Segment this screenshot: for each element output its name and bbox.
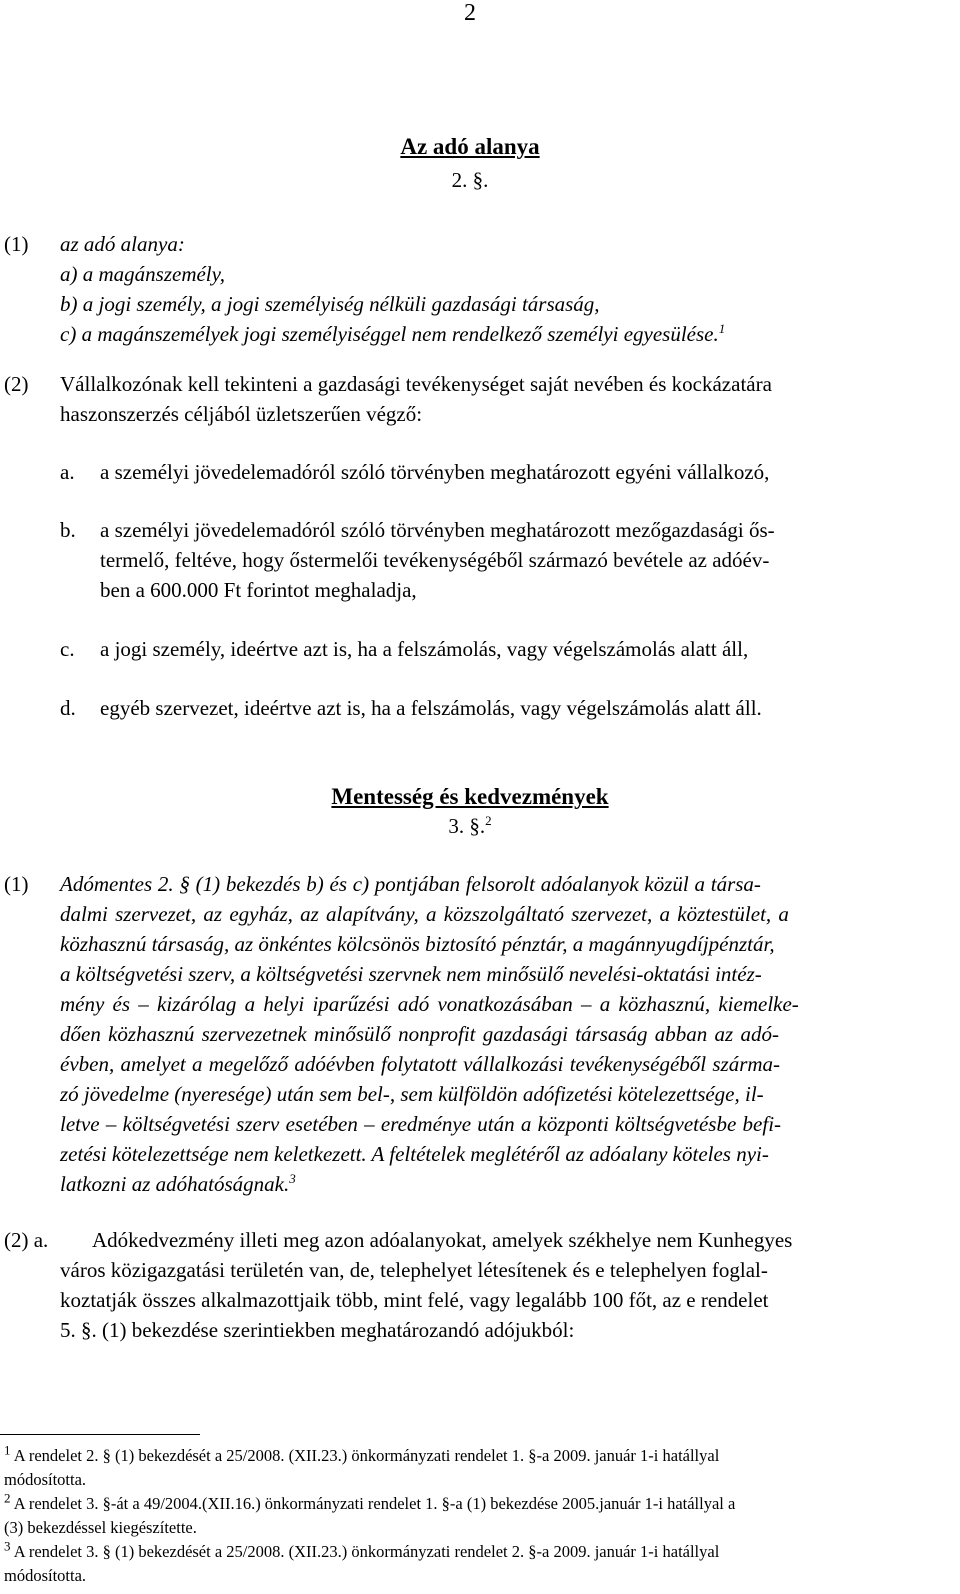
- section-number: [0, 814, 940, 839]
- list-item-label: c.: [60, 637, 75, 661]
- section-number-text: 3. §.: [448, 814, 486, 838]
- paragraph-line: 5. §. (1) bekezdése szerintiekben meghatározandó adójukból:: [60, 1318, 575, 1342]
- paragraph-line: haszonszerzés céljából üzletszerűen végző:: [60, 402, 423, 426]
- paragraph-line-text: c) a magánszemélyek jogi személyiséggel nem rendelkező személyi egyesülése.: [60, 322, 719, 346]
- paragraph-line: közhasznú társaság, az önkéntes kölcsönös biztosító pénztár, a magánnyugdíjpénztár,: [60, 932, 775, 956]
- paragraph-line: évben, amelyet a megelőző adóévben folytatott vállalkozási tevékenységéből szárma-: [60, 1052, 781, 1076]
- section-title-az-ado-alanya: [0, 134, 940, 160]
- paragraph-line: a költségvetési szerv, a költségvetési szervnek nem minősülő nevelési-oktatási intéz-: [60, 962, 762, 986]
- paragraph-line: koztatják összes alkalmazottjaik több, mint felé, vagy legalább 100 főt, az e rendelet: [60, 1288, 769, 1312]
- footnote-text: A rendelet 3. § (1) bekezdését a 25/2008. (XII.23.) önkormányzati rendelet 2. §-a 2009. január 1-i hatállyal: [13, 1542, 720, 1561]
- list-item-text: a személyi jövedelemadóról szóló törvényben meghatározott egyéni vállalkozó,: [100, 460, 770, 484]
- footnote-text: A rendelet 2. § (1) bekezdését a 25/2008. (XII.23.) önkormányzati rendelet 1. §-a 2009. január 1-i hatállyal: [13, 1446, 720, 1465]
- section-number: 2. §.: [451, 168, 489, 192]
- footnote-number: 1: [4, 1442, 11, 1458]
- paragraph-line: város közigazgatási területén van, de, telephelyet létesítenek és e telephelyen foglal-: [60, 1258, 768, 1282]
- footnote-ref: 1: [718, 321, 726, 336]
- section-title-text: Az adó alanya: [400, 134, 540, 159]
- footnote-ref: 3: [289, 1171, 296, 1186]
- paragraph-line: Adómentes 2. § (1) bekezdés b) és c) pontjában felsorolt adóalanyok közül a társa-: [60, 872, 761, 896]
- footnote-line: (3) bekezdéssel kiegészítette.: [4, 1518, 197, 1537]
- footnote-number: 2: [4, 1490, 11, 1506]
- paragraph-line: zó jövedelme (nyeresége) után sem bel-, sem külföldön adófizetési kötelezettsége, il-: [60, 1082, 764, 1106]
- paragraph-line: Adókedvezmény illeti meg azon adóalanyokat, amelyek székhelye nem Kunhegyes: [92, 1228, 793, 1252]
- list-item-text: termelő, feltéve, hogy őstermelői tevékenységéből származó bevétele az adóév-: [100, 548, 770, 572]
- paragraph-line: dően közhasznú szervezetnek minősülő nonprofit gazdasági társaság abban az adó-: [60, 1022, 779, 1046]
- footnote-line: módosította.: [4, 1470, 87, 1489]
- footnote: [4, 1490, 736, 1514]
- list-item-text: ben a 600.000 Ft forintot meghaladja,: [100, 578, 417, 602]
- paragraph-line: letve – költségvetési szerv esetében – eredménye után a központi költségvetésbe befi-: [60, 1112, 782, 1136]
- paragraph-line: [60, 322, 725, 347]
- paragraph-line: dalmi szervezet, az egyház, az alapítvány, a közszolgáltató szervezet, a köztestület, a: [60, 902, 789, 926]
- paragraph-line: [60, 1172, 296, 1197]
- paragraph-line: mény és – kizárólag a helyi iparűzési adó vonatkozásában – a közhasznú, kiemelke-: [60, 992, 799, 1016]
- footnote-number: 3: [4, 1538, 11, 1554]
- footnote-ref: 2: [485, 813, 492, 828]
- list-item-label: a.: [60, 460, 75, 484]
- footnote-line: módosította.: [4, 1566, 87, 1585]
- page-number: 2: [464, 0, 476, 26]
- paragraph-label: (2): [4, 372, 29, 396]
- footnote: [4, 1538, 720, 1562]
- paragraph-line-text: latkozni az adóhatóságnak.: [60, 1172, 290, 1196]
- list-item-label: b.: [60, 518, 76, 542]
- paragraph-line: b) a jogi személy, a jogi személyiség nélküli gazdasági társaság,: [60, 292, 600, 316]
- footnote: [4, 1442, 720, 1466]
- paragraph-line: zetési kötelezettsége nem keletkezett. A feltételek meglétéről az adóalany köteles nyi-: [60, 1142, 769, 1166]
- section-title-text: Mentesség és kedvezmények: [331, 784, 609, 809]
- paragraph-label: (1): [4, 872, 29, 896]
- paragraph-label: (1): [4, 232, 29, 256]
- list-item-text: a jogi személy, ideértve azt is, ha a felszámolás, vagy végelszámolás alatt áll,: [100, 637, 749, 661]
- list-item-text: egyéb szervezet, ideértve azt is, ha a felszámolás, vagy végelszámolás alatt áll.: [100, 696, 762, 720]
- footnote-text: A rendelet 3. §-át a 49/2004.(XII.16.) önkormányzati rendelet 1. §-a (1) bekezdése 2005.január 1-i hatállyal a: [13, 1494, 736, 1513]
- section-title-mentesseg: [0, 784, 940, 810]
- footnote-divider: [0, 1434, 200, 1435]
- list-item-text: a személyi jövedelemadóról szóló törvényben meghatározott mezőgazdasági ős-: [100, 518, 775, 542]
- paragraph-line: a) a magánszemély,: [60, 262, 226, 286]
- paragraph-line: az adó alanya:: [60, 232, 185, 256]
- paragraph-label: (2) a.: [4, 1228, 49, 1252]
- list-item-label: d.: [60, 696, 76, 720]
- paragraph-line: Vállalkozónak kell tekinteni a gazdasági tevékenységet saját nevében és kockázatára: [60, 372, 772, 396]
